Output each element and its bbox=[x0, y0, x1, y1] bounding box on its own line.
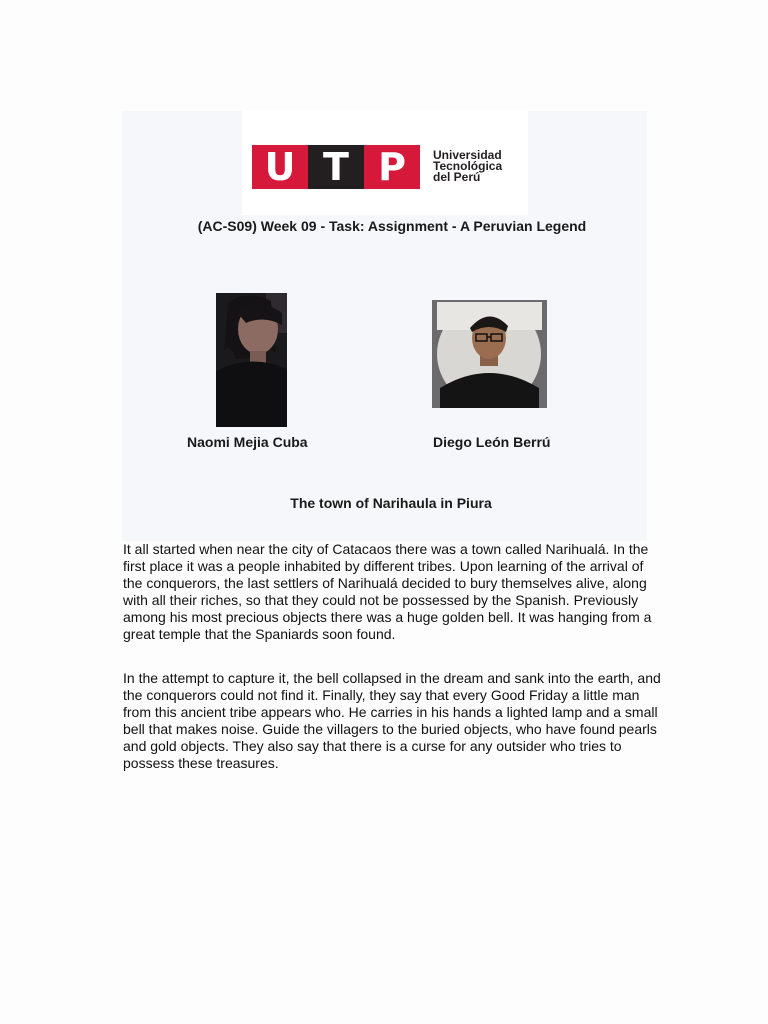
author-photo-diego bbox=[432, 300, 547, 408]
logo-letter-t: T bbox=[308, 145, 364, 189]
author-name-diego: Diego León Berrú bbox=[433, 434, 551, 450]
author-name-naomi: Naomi Mejia Cuba bbox=[187, 434, 308, 450]
university-name-line2: Tecnológica bbox=[433, 159, 503, 173]
author-photo-naomi bbox=[216, 293, 287, 427]
document-title: (AC-S09) Week 09 - Task: Assignment - A Peruvian Legend bbox=[197, 218, 587, 234]
paragraph-1: It all started when near the city of Catacaos there was a town called Narihualá. In the first place it was a people inhabited by different tribes. Upon learning of the arrival of the conquerors, the last settlers of Narihualá decided to bury themselves alive, along with all their riches, so that they could not be possessed by the Spanish. Previously among his most precious objects there was a huge golden bell. It was hanging from a great temple that the Spaniards soon found. bbox=[123, 541, 652, 642]
university-name-line3: del Perú bbox=[433, 170, 481, 184]
university-name-line1: Universidad bbox=[433, 148, 502, 162]
utp-logo-letters bbox=[252, 145, 420, 189]
paragraph-2: In the attempt to capture it, the bell collapsed in the dream and sank into the earth, and the conquerors could not find it. Finally, they say that every Good Friday a little man from this ancient tribe appears who. He carries in his hands a lighted lamp and a small bell that makes noise. Guide the villagers to the buried objects, who have found pearls and gold objects. They also say that there is a curse for any outsider who tries to possess these treasures. bbox=[123, 670, 661, 771]
section-title: The town of Narihaula in Piura bbox=[290, 495, 492, 511]
logo-letter-p: P bbox=[364, 145, 420, 189]
university-name bbox=[433, 150, 502, 183]
logo-letter-u: U bbox=[252, 145, 308, 189]
